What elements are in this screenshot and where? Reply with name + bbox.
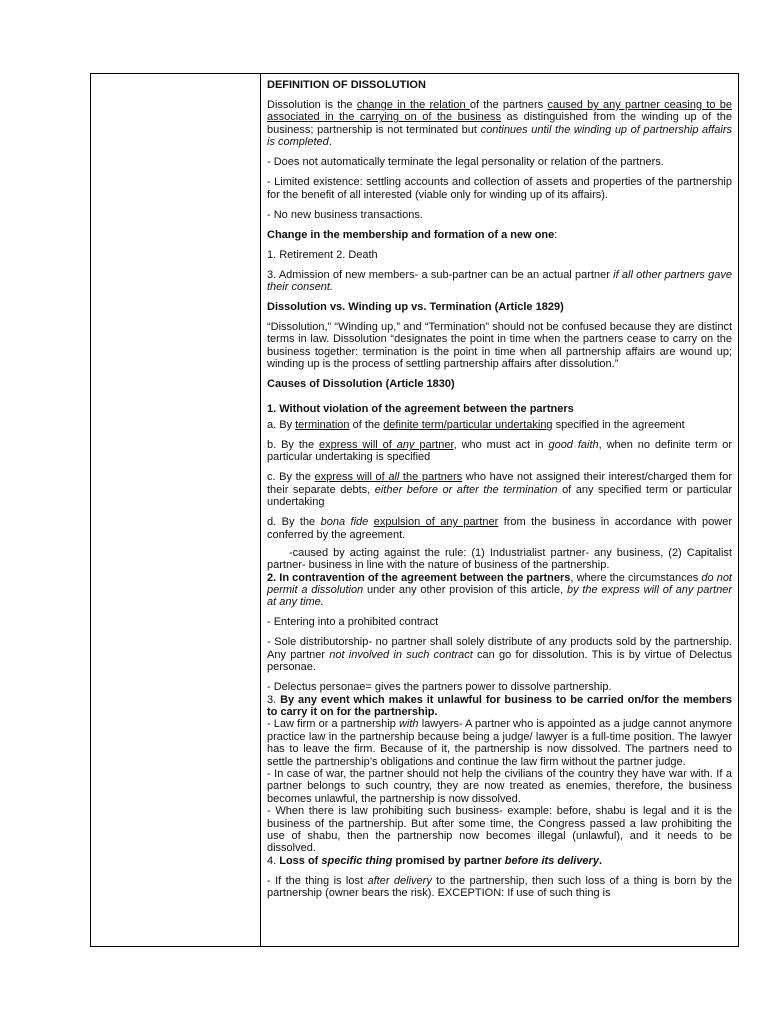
membership-item-3: 3. Admission of new members- a sub-partner can be an actual partner if all other partners gave their consent. (267, 268, 732, 294)
cause-1-c: c. By the express will of all the partners who have not assigned their interest/charged them for their separate debts, either before or after the termination of any specified term or particular undertaking (267, 471, 733, 509)
cause-2-bullet-delectus: - Delectus personae= gives the partners power to dissolve partnership. (267, 681, 612, 694)
cause-1-a: a. By termination of the definite term/particular undertaking specified in the agreement (267, 419, 685, 432)
cause-1-d: d. By the bona fide expulsion of any partner from the business in accordance with power conferred by the agreement. (267, 516, 732, 541)
cause-4-heading: 4. Loss of specific thing promised by partner before its delivery. (267, 854, 603, 867)
cause-3-heading: 3. By any event which makes it unlawful for business to be carried on/for the members to carry it on for the partnership. (267, 693, 732, 718)
dissolution-vs-paragraph: “Dissolution,” “Winding up,” and “Termination” should not be confused because they are distinct terms in law. Dissolution “designates the point in time when the partners cease to carry on the business together: termination is the point in time when all partnership affairs are wound up; winding up is the process of settling partnership affairs after dissolution.” (267, 321, 732, 371)
cause-1-heading: 1. Without violation of the agreement between the partners (267, 402, 574, 415)
cause-3-bullet-law-prohibiting: - When there is law prohibiting such business- example: before, shabu is legal and it is the business of the partnership. But after some time, the Congress passed a law prohibiting the use of shabu, then the partnership now becomes illegal (unlawful), and it needs to be dissolved. (267, 805, 732, 855)
cause-1-b: b. By the express will of any partner, who must act in good faith, when no definite term or particular undertaking is specified (267, 439, 732, 464)
section-heading-definition: DEFINITION OF DISSOLUTION (267, 79, 426, 91)
cause-1-d-note: -caused by acting against the rule: (1) Industrialist partner- any business, (2) Capitalist partner- business in line with the nature of business of the partnership. (267, 546, 732, 572)
bullet-no-new-transactions: - No new business transactions. (267, 208, 423, 221)
bullet-legal-personality: - Does not automatically terminate the legal personality or relation of the partners. (267, 156, 664, 169)
heading-membership-change: Change in the membership and formation of a new one: (267, 228, 558, 241)
membership-item-1-2: 1. Retirement 2. Death (267, 248, 378, 261)
document-table (90, 73, 739, 947)
left-column (91, 74, 261, 946)
cause-3-bullet-war: - In case of war, the partner should not help the civilians of the country they have war with. If a partner belongs to such country, they are now treated as enemies, therefore, the business becomes unlawful, the partnership is now dissolved. (267, 767, 732, 805)
heading-causes: Causes of Dissolution (Article 1830) (267, 378, 455, 391)
content-column (261, 74, 738, 946)
bullet-limited-existence: - Limited existence: settling accounts and collection of assets and properties of the partnership for the benefit of all interested (viable only for winding up of its affairs). (267, 176, 732, 201)
definition-paragraph: Dissolution is the change in the relation of the partners caused by any partner ceasing to be associated in the carrying on of the business as distinguished from the winding up of the business; partnership is not terminated but continues until the winding up of partnership affairs is completed. (267, 99, 733, 149)
cause-2-paragraph: 2. In contravention of the agreement between the partners, where the circumstances do not permit a dissolution under any other provision of this article, by the express will of any partner at any time. (267, 571, 732, 609)
cause-4-bullet-loss: - If the thing is lost after delivery to the partnership, then such loss of a thing is born by the partnership (owner bears the risk). EXCEPTION: If use of such thing is (267, 874, 732, 900)
cause-2-bullet-sole-distributorship: - Sole distributorship- no partner shall solely distribute of any products sold by the partnership. Any partner not involved in such contract can go for dissolution. This is by virtue of Delectus personae. (267, 636, 732, 674)
heading-dissolution-vs: Dissolution vs. Winding up vs. Termination (Article 1829) (267, 301, 564, 314)
cause-3-bullet-law-firm: - Law firm or a partnership with lawyers- A partner who is appointed as a judge cannot anymore practice law in the partnership because being a judge/ lawyer is a full-time position. The lawyer has to leave the firm. Because of it, the partnership is now dissolved. The partners need to settle the partnership’s obligations and continue the law firm without the partner judge. (267, 718, 733, 768)
cause-2-bullet-prohibited: - Entering into a prohibited contract (267, 616, 439, 629)
